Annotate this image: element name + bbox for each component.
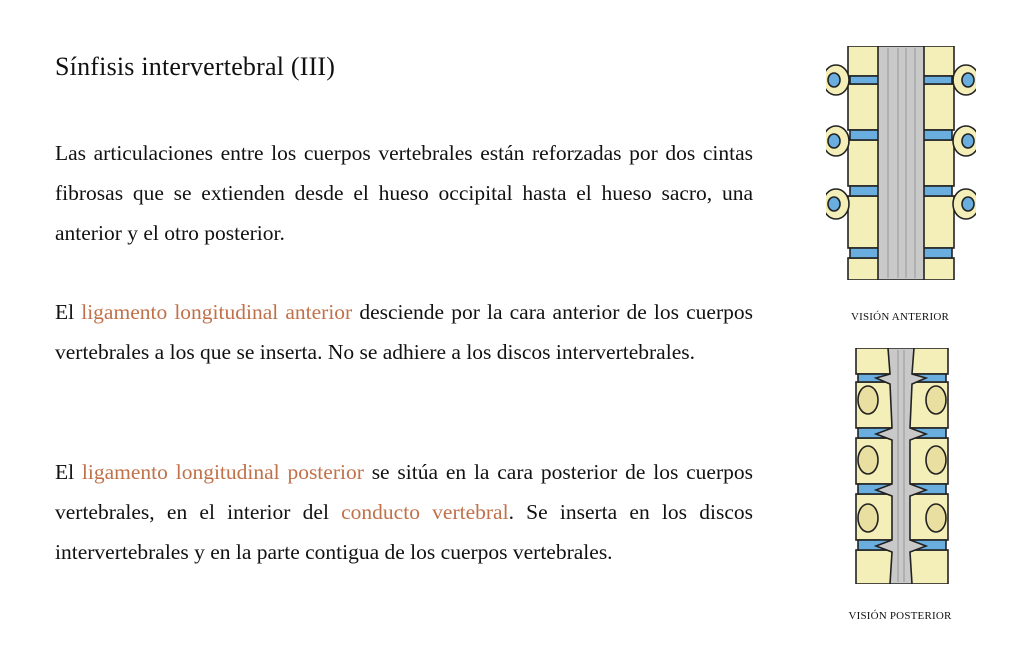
- spine-posterior-illustration: [826, 348, 976, 584]
- anterior-longitudinal-ligament: [878, 46, 924, 280]
- caption-anterior-view: VISIÓN ANTERIOR: [850, 311, 950, 323]
- spine-anterior-illustration: [826, 46, 976, 280]
- text: desciende por la cara anterior de los cuerpos vertebrales a los que se inserta. No se adhiere a los discos intervertebrales.: [55, 300, 753, 364]
- pedicle-cut: [858, 504, 878, 532]
- term-posterior-ligament: ligamento longitudinal posterior: [81, 460, 364, 484]
- text: . Se inserta en los discos intervertebrales y en la parte contigua de los cuerpos vertebrales.: [55, 500, 753, 564]
- pedicle-cut: [926, 504, 946, 532]
- pedicle-cut: [926, 386, 946, 414]
- pedicle-cut: [926, 446, 946, 474]
- paragraph-intro: Las articulaciones entre los cuerpos vertebrales están reforzadas por dos cintas fibrosas que se extienden desde el hueso occipital hasta el hueso sacro, una anterior y el otro posterior.: [55, 141, 753, 245]
- caption-posterior-view: VISIÓN POSTERIOR: [848, 610, 952, 622]
- text: El: [55, 460, 82, 484]
- term-anterior-ligament: ligamento longitudinal anterior: [81, 300, 353, 324]
- paragraph-anterior-ligament: [55, 292, 753, 372]
- text: El: [55, 300, 82, 324]
- term-vertebral-canal: conducto vertebral: [341, 500, 509, 524]
- paragraph-posterior-ligament: [55, 452, 753, 572]
- pedicle-cut: [858, 446, 878, 474]
- text: se sitúa en la cara posterior de los cuerpos vertebrales, en el interior del: [55, 460, 753, 524]
- page-title: Sínfisis intervertebral (III): [55, 52, 336, 81]
- pedicle-cut: [858, 386, 878, 414]
